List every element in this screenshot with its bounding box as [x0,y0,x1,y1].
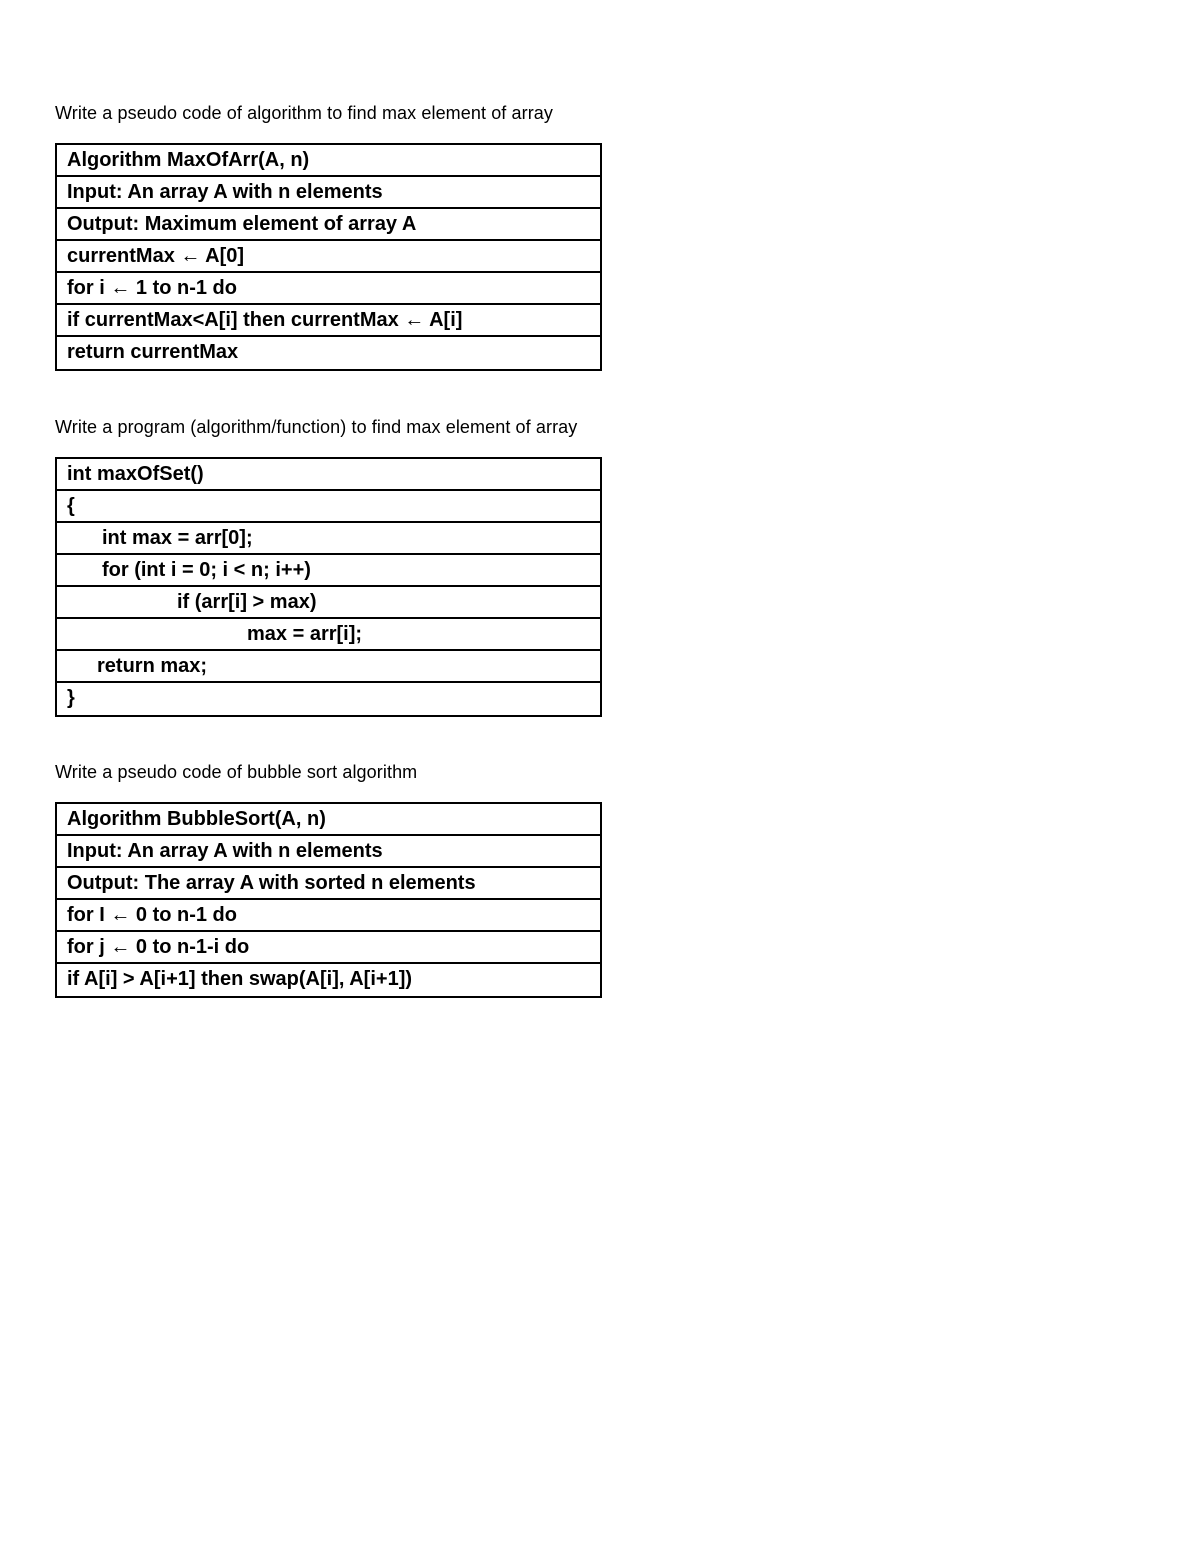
section-2-title: Write a program (algorithm/function) to find max element of array [55,417,578,437]
table-row: max = arr[i]; [57,619,600,651]
table-row: currentMax ← A[0] [57,241,600,273]
table-row: Output: Maximum element of array A [57,209,600,241]
bubble-sort-pseudocode-table [55,802,602,998]
section-1-title: Write a pseudo code of algorithm to find max element of array [55,103,554,123]
table-row: return max; [57,651,600,683]
table-row: int max = arr[0]; [57,523,600,555]
table-row: } [67,687,75,709]
max-of-arr-pseudocode-table [55,143,602,371]
table-row: if A[i] > A[i+1] then swap(A[i], A[i+1]) [67,968,413,990]
table-row: for (int i = 0; i < n; i++) [57,555,600,587]
table-row: Output: The array A with sorted n elements [57,868,600,900]
table-row: for I ← 0 to n-1 do [57,900,600,932]
table-row: Algorithm MaxOfArr(A, n) [57,145,600,177]
table-row: Algorithm BubbleSort(A, n) [57,804,600,836]
table-row: if currentMax<A[i] then currentMax ← A[i] [57,305,600,337]
table-row: Input: An array A with n elements [57,177,600,209]
table-row: int maxOfSet() [57,459,600,491]
max-of-set-program-table [55,457,602,717]
table-row: for i ← 1 to n-1 do [57,273,600,305]
table-row: if (arr[i] > max) [57,587,600,619]
table-row: Input: An array A with n elements [57,836,600,868]
table-row: for j ← 0 to n-1-i do [57,932,600,964]
section-3-title: Write a pseudo code of bubble sort algorithm [55,762,418,782]
table-row: { [57,491,600,523]
table-row: return currentMax [67,341,239,363]
